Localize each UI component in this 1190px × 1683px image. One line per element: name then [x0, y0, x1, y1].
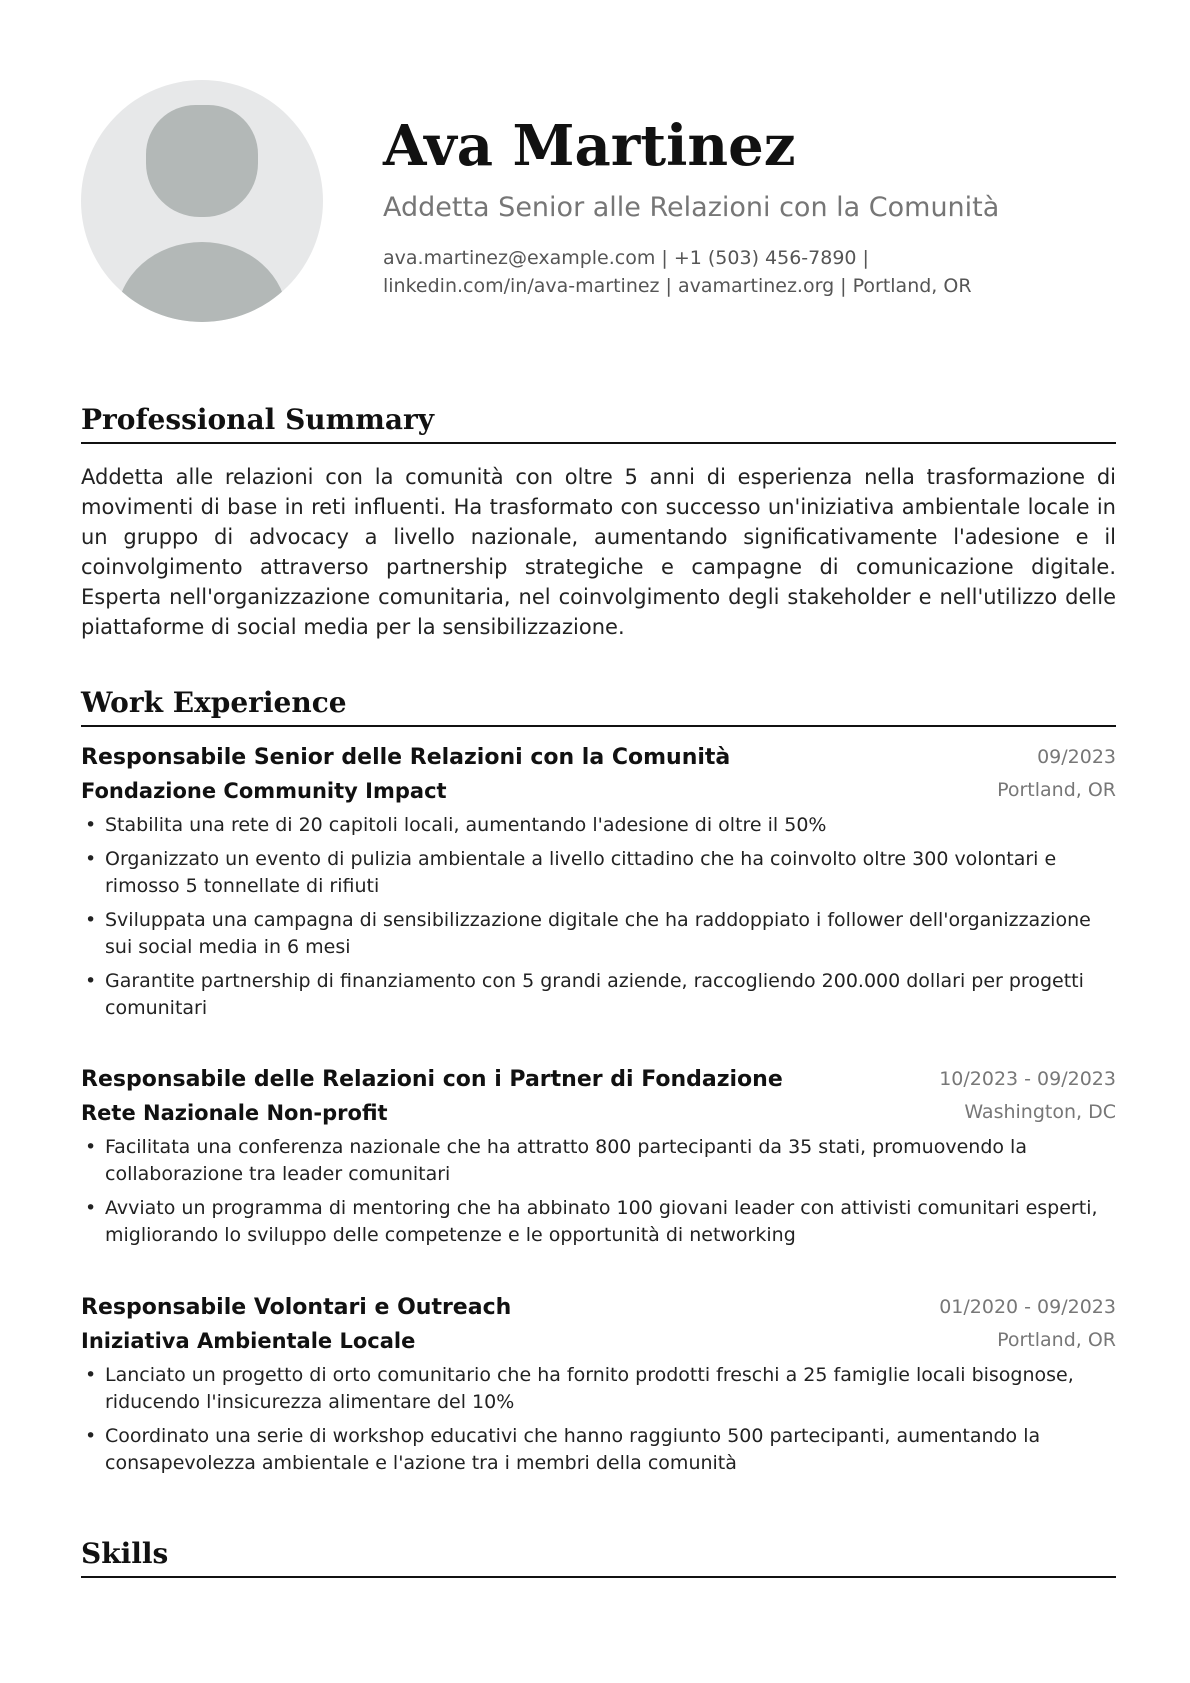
job-subheader [81, 775, 1116, 808]
job-entry [81, 1292, 1116, 1484]
job-bullet: • Garantite partnership di finanziamento con 5 grandi aziende, raccogliendo 200.000 dollari per progetti comunitari [81, 968, 1116, 1022]
avatar-head-shape [146, 105, 258, 217]
job-entry [81, 742, 1116, 1029]
job-company: Rete Nazionale Non-profit [81, 1101, 388, 1125]
skills-heading: Skills [81, 1534, 1116, 1578]
job-bullet: • Lanciato un progetto di orto comunitario che ha fornito prodotti freschi a 25 famiglie locali bisognose, riducendo l'insicurezza alimentare del 10% [81, 1362, 1116, 1416]
job-bullets [81, 1362, 1116, 1477]
resume-page [81, 0, 1116, 1683]
candidate-name: Ava Martinez [383, 113, 796, 179]
job-header [81, 1292, 1116, 1325]
job-bullets [81, 812, 1116, 1022]
job-bullet: • Coordinato una serie di workshop educativi che hanno raggiunto 500 partecipanti, aumentando la consapevolezza ambientale e l'azione tra i membri della comunità [81, 1423, 1116, 1477]
job-bullet: • Facilitata una conferenza nazionale che ha attratto 800 partecipanti da 35 stati, promuovendo la collaborazione tra leader comunitari [81, 1134, 1116, 1188]
candidate-title: Addetta Senior alle Relazioni con la Comunità [383, 192, 1000, 223]
job-location: Portland, OR [997, 1329, 1116, 1351]
summary-text: Addetta alle relazioni con la comunità con oltre 5 anni di esperienza nella trasformazione di movimenti di base in reti influenti. Ha trasformato con successo un'iniziativa ambientale locale in un gruppo di advocacy a livello nazionale, aumentando significativamente l'adesione e il coinvolgimento attraverso partnership strategiche e campagne di comunicazione digitale. Esperta nell'organizzazione comunitaria, nel coinvolgimento degli stakeholder e nell'utilizzo delle piattaforme di social media per la sensibilizzazione. [81, 465, 1116, 639]
job-company: Iniziativa Ambientale Locale [81, 1329, 416, 1353]
job-bullet: • Organizzato un evento di pulizia ambientale a livello cittadino che ha coinvolto oltre 300 volontari e rimosso 5 tonnellate di rifiuti [81, 846, 1116, 900]
job-location: Washington, DC [964, 1101, 1116, 1123]
job-entry [81, 1064, 1116, 1256]
job-header [81, 1064, 1116, 1097]
avatar-shoulders-shape [117, 242, 287, 322]
experience-heading: Work Experience [81, 683, 1116, 727]
job-bullet: • Avviato un programma di mentoring che ha abbinato 100 giovani leader con attivisti comunitari esperti, migliorando lo sviluppo delle competenze e le opportunità di networking [81, 1195, 1116, 1249]
contact-line-1: ava.martinez@example.com | +1 (503) 456-7890 | [383, 247, 869, 269]
job-location: Portland, OR [997, 779, 1116, 801]
job-bullet: • Stabilita una rete di 20 capitoli locali, aumentando l'adesione di oltre il 50% [81, 812, 1116, 839]
contact-line-2: linkedin.com/in/ava-martinez | avamartinez.org | Portland, OR [383, 275, 972, 297]
contact-info [383, 244, 1003, 300]
job-title: Responsabile delle Relazioni con i Partner di Fondazione [81, 1067, 783, 1092]
job-title: Responsabile Volontari e Outreach [81, 1295, 512, 1320]
job-title: Responsabile Senior delle Relazioni con la Comunità [81, 745, 731, 770]
summary-heading: Professional Summary [81, 400, 1116, 444]
job-bullet: • Sviluppata una campagna di sensibilizzazione digitale che ha raddoppiato i follower dell'organizzazione sui social media in 6 mesi [81, 907, 1116, 961]
job-date: 09/2023 [1037, 746, 1116, 768]
job-date: 10/2023 - 09/2023 [939, 1068, 1116, 1090]
job-company: Fondazione Community Impact [81, 779, 447, 803]
job-subheader [81, 1097, 1116, 1130]
person-placeholder-icon [81, 80, 323, 322]
job-date: 01/2020 - 09/2023 [939, 1296, 1116, 1318]
job-subheader [81, 1325, 1116, 1358]
job-header [81, 742, 1116, 775]
job-bullets [81, 1134, 1116, 1249]
